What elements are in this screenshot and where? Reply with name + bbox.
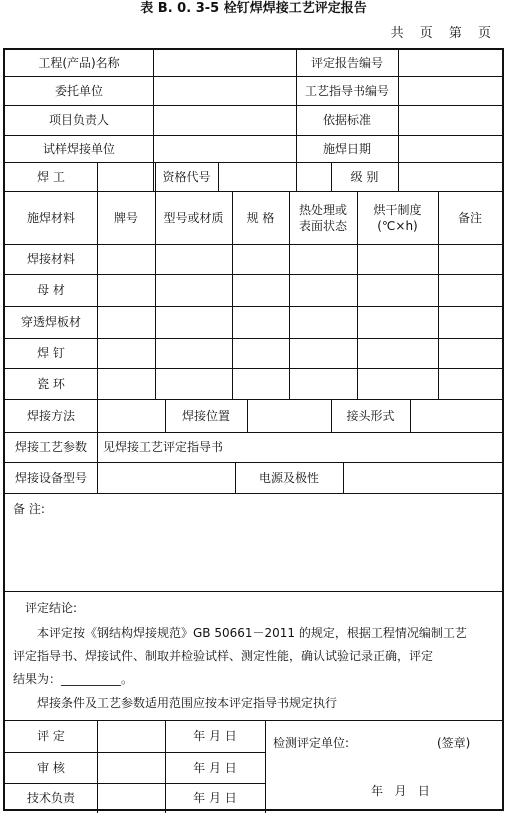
col-header-remarks: 备注 xyxy=(457,210,482,225)
weld-params-label: 焊接工艺参数 xyxy=(14,440,87,454)
grade-label: 级 别 xyxy=(350,169,379,184)
power-polarity-label: 电源及极性 xyxy=(258,470,319,485)
basis-field[interactable] xyxy=(398,105,502,135)
weld-position-field[interactable] xyxy=(247,399,331,432)
joint-type-field[interactable] xyxy=(410,399,502,432)
row-label-base-metal: 母 材 xyxy=(37,283,65,297)
weld-params-value: 见焊接工艺评定指导书 xyxy=(103,440,224,454)
row-label-weld-material: 焊接材料 xyxy=(26,252,75,266)
col-header-spec: 规 格 xyxy=(246,210,275,225)
col-header-drying: 烘干制度 (℃×h) xyxy=(373,202,422,233)
project-name-label: 工程(产品)名称 xyxy=(38,56,120,70)
signoff-role-review: 审 核 xyxy=(37,760,65,775)
seal-label: (签章) xyxy=(437,736,471,750)
project-leader-label: 项目负责人 xyxy=(48,113,109,127)
wps-no-label: 工艺指导书编号 xyxy=(304,83,389,98)
specimen-unit-label: 试样焊接单位 xyxy=(42,141,115,156)
equipment-label: 焊接设备型号 xyxy=(14,470,87,485)
joint-type-label: 接头形式 xyxy=(346,408,395,423)
client-field[interactable] xyxy=(153,76,296,105)
col-header-heat-treatment: 热处理或 表面状态 xyxy=(298,202,347,233)
conclusion-line-2: 评定指导书、焊接试件、制取并检验试样、测定性能，确认试验记录正确，评定 xyxy=(13,649,434,663)
remarks-field[interactable] xyxy=(5,520,502,590)
signoff-date-evaluate: 年 月 日 xyxy=(193,729,237,743)
signoff-signature-technical[interactable] xyxy=(97,783,165,813)
basis-label: 依据标准 xyxy=(322,113,371,127)
grade-field[interactable] xyxy=(398,162,502,191)
col-header-grade: 牌号 xyxy=(113,210,138,225)
col-header-material: 施焊材料 xyxy=(26,210,75,225)
wps-no-field[interactable] xyxy=(398,76,502,105)
row-label-through-plate: 穿透焊板材 xyxy=(20,315,81,329)
project-leader-field[interactable] xyxy=(153,105,296,135)
report-form xyxy=(3,48,504,811)
cert-field[interactable] xyxy=(218,162,331,191)
specimen-unit-field[interactable] xyxy=(153,135,296,162)
testing-unit-label: 检测评定单位: xyxy=(273,736,350,750)
weld-position-label: 焊接位置 xyxy=(181,408,230,423)
signoff-role-evaluate: 评 定 xyxy=(37,729,65,743)
signoff-date-technical: 年 月 日 xyxy=(193,791,237,805)
welder-field[interactable] xyxy=(97,162,155,191)
conclusion-title: 评定结论: xyxy=(25,601,78,615)
signoff-signature-evaluate[interactable] xyxy=(97,720,165,752)
power-polarity-field[interactable] xyxy=(343,462,502,493)
report-no-field[interactable] xyxy=(398,50,502,76)
testing-unit-date: 年 月 日 xyxy=(371,784,430,798)
signoff-role-technical: 技术负责 xyxy=(26,791,75,805)
remarks-label: 备 注: xyxy=(13,502,45,516)
conclusion-line-1: 本评定按《钢结构焊接规范》GB 50661－2011 的规定，根据工程情况编制工艺 xyxy=(37,626,467,640)
conclusion-line-4: 焊接条件及工艺参数适用范围应按本评定指导书规定执行 xyxy=(37,696,338,710)
client-label: 委托单位 xyxy=(54,83,103,98)
row-label-ferrule: 瓷 环 xyxy=(37,376,65,391)
weld-method-label: 焊接方法 xyxy=(26,408,75,423)
report-no-label: 评定报告编号 xyxy=(310,56,383,70)
project-name-field[interactable] xyxy=(153,50,296,76)
signoff-signature-review[interactable] xyxy=(97,752,165,783)
cert-label: 资格代号 xyxy=(162,169,211,184)
row-label-stud: 焊 钉 xyxy=(37,346,65,360)
weld-date-field[interactable] xyxy=(398,135,502,162)
equipment-field[interactable] xyxy=(97,462,235,493)
conclusion-line-3: 结果为：__________。 xyxy=(13,672,134,686)
weld-date-label: 施焊日期 xyxy=(322,141,371,156)
welder-label: 焊 工 xyxy=(37,169,65,184)
table-title: 表 B. 0. 3-5 栓钉焊焊接工艺评定报告 xyxy=(140,1,367,16)
col-header-type: 型号或材质 xyxy=(163,210,224,225)
page-info: 共 页 第 页 xyxy=(390,26,497,41)
weld-method-field[interactable] xyxy=(97,399,165,432)
signoff-date-review: 年 月 日 xyxy=(193,760,237,775)
